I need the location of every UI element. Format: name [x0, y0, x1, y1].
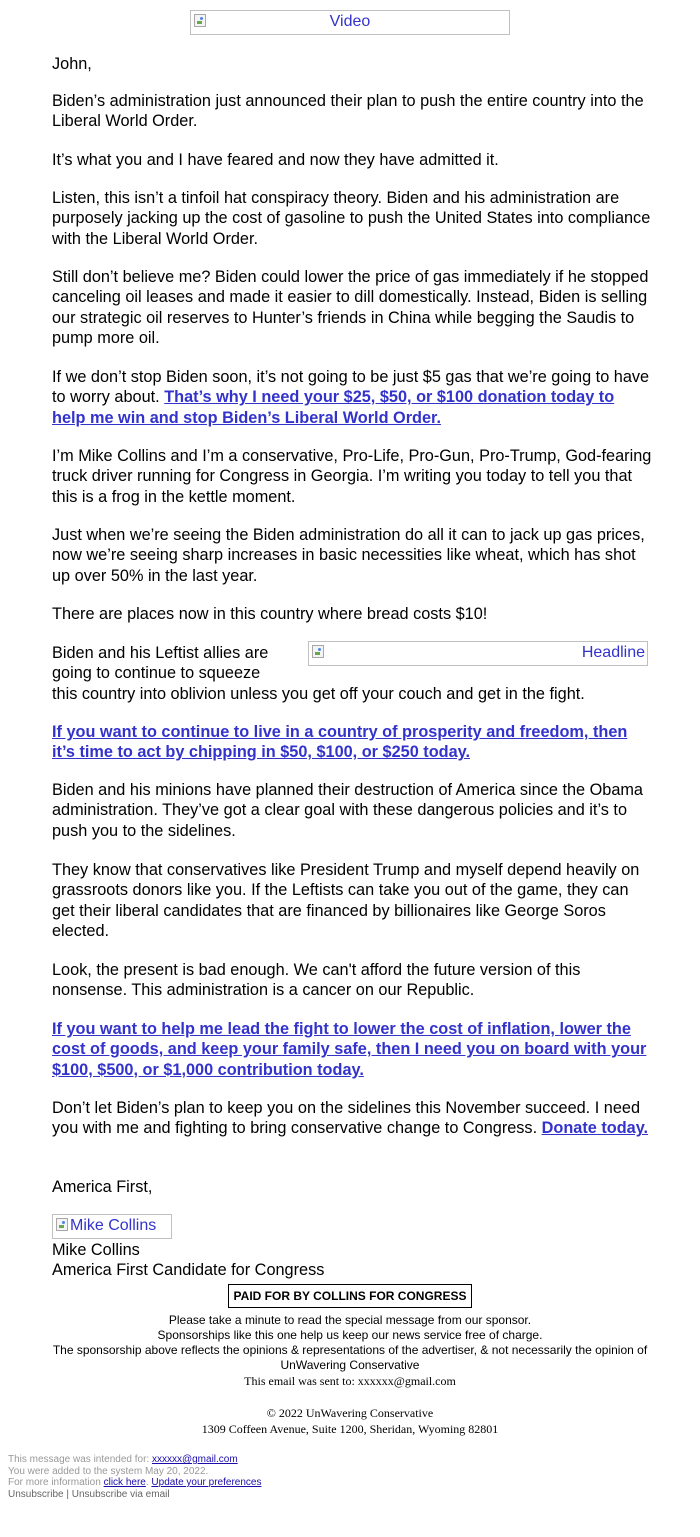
greeting: John,	[52, 55, 92, 73]
copyright: © 2022 UnWavering Conservative	[266, 1406, 434, 1420]
paragraph-4: Still don’t believe me? Biden could lower the price of gas immediately if he stopped canceling oil leases and made it easier to dill domestically. Instead, Biden is selling our strategic oil reserves to Hunter’s friends in China while begging the Saudis to pump more oil.	[52, 268, 649, 347]
paragraph-13: Look, the present is bad enough. We can't afford the future version of this nonsense. This administration is a cancer on our Republic.	[52, 961, 581, 1000]
signature-image[interactable]	[52, 1214, 172, 1239]
donate-link-25-50-100[interactable]: That’s why I need your $25, $50, or $100 donation today to help me win and stop Biden’s Liberal World Order.	[52, 388, 615, 427]
paragraph-8: There are places now in this country where bread costs $10!	[52, 605, 488, 623]
email-meta: This message was intended for: xxxxxx@gmail.com You were added to the system May 20, 2022. For more information click here. Update your preferences Unsubscribe | Unsubscribe via email	[8, 1454, 262, 1500]
donate-today-link[interactable]: Donate today.	[541, 1119, 649, 1138]
signature-title: America First Candidate for Congress	[52, 1261, 325, 1280]
paragraph-7: Just when we’re seeing the Biden administration do all it can to jack up gas prices, now we’re seeing sharp increases in basic necessities like wheat, which has shot up over 50% in the last year.	[52, 526, 645, 585]
broken-image-icon	[194, 14, 206, 27]
video-image[interactable]	[190, 10, 510, 35]
sent-to-line: This email was sent to: xxxxxx@gmail.com	[244, 1374, 456, 1388]
intended-email-link[interactable]: xxxxxx@gmail.com	[151, 1454, 238, 1465]
paid-for-disclaimer: PAID FOR BY COLLINS FOR CONGRESS	[228, 1284, 472, 1308]
paragraph-6: I’m Mike Collins and I’m a conservative, Pro-Life, Pro-Gun, Pro-Trump, God-fearing truck driver running for Congress in Georgia. I’m writing you today to tell you that this is a frog in the kettle moment.	[52, 447, 652, 506]
paragraph-10	[52, 722, 652, 763]
paragraph-12: They know that conservatives like President Trump and myself depend heavily on grassroots donors like you. If the Leftists can take you out of the game, they can get their liberal candidates that are financed by billionaires like George Soros elected.	[52, 861, 640, 940]
donate-link-100-500-1000[interactable]: If you want to help me lead the fight to lower the cost of inflation, lower the cost of goods, and keep your family safe, then I need you on board with your $100, $500, or $1,000 contribution today.	[52, 1020, 647, 1079]
paragraph-5: If we don’t stop Biden soon, it’s not going to be just $5 gas that we’re going to have to worry about. That’s why I need your $25, $50, or $100 donation today to help me win and stop Biden’s Liberal World Order.	[52, 368, 650, 427]
video-image-alt: Video	[329, 13, 371, 30]
broken-image-icon	[312, 645, 324, 658]
headline-image-alt: Headline	[581, 644, 645, 661]
signature-block	[52, 1240, 652, 1281]
paragraph-14	[52, 1019, 652, 1080]
address: 1309 Coffeen Avenue, Suite 1200, Sheridan, Wyoming 82801	[201, 1422, 499, 1436]
paragraph-9: Biden and his Leftist allies are going to continue to squeeze this country into oblivion unless you get off your couch and get in the fight.	[52, 644, 585, 703]
paragraph-3: Listen, this isn’t a tinfoil hat conspiracy theory. Biden and his administration are purposely jacking up the cost of gasoline to push the United States into compliance with the Liberal World Order.	[52, 189, 651, 248]
sponsor-message: Please take a minute to read the special message from our sponsor. Sponsorships like this one help us keep our news service free of charge. The sponsorship above reflects the opinions & representations of the advertiser, & not necessarily the opinion of UnWavering Conservative	[52, 1313, 648, 1372]
signature-image-alt: Mike Collins	[70, 1217, 157, 1234]
click-here-link[interactable]: click here	[103, 1477, 146, 1488]
unsubscribe-email-link[interactable]: Unsubscribe via email	[71, 1488, 170, 1500]
closing: America First,	[52, 1178, 153, 1196]
broken-image-icon	[56, 1218, 68, 1231]
unsubscribe-link[interactable]: Unsubscribe	[8, 1488, 64, 1500]
update-preferences-link[interactable]: Update your preferences	[151, 1477, 262, 1488]
paragraph-11: Biden and his minions have planned their destruction of America since the Obama administration. They’ve got a clear goal with these dangerous policies and it’s to push you to the sidelines.	[52, 781, 643, 840]
headline-image[interactable]	[308, 641, 648, 666]
paragraph-1: Biden’s administration just announced their plan to push the entire country into the Liberal World Order.	[52, 92, 644, 131]
donate-link-50-100-250[interactable]: If you want to continue to live in a country of prosperity and freedom, then it’s time to act by chipping in $50, $100, or $250 today.	[52, 723, 628, 762]
paragraph-2: It’s what you and I have feared and now they have admitted it.	[52, 151, 499, 169]
signature-name: Mike Collins	[52, 1241, 140, 1259]
paragraph-15: Don’t let Biden’s plan to keep you on the sidelines this November succeed. I need you with me and fighting to bring conservative change to Congress. Donate today.	[52, 1099, 649, 1138]
